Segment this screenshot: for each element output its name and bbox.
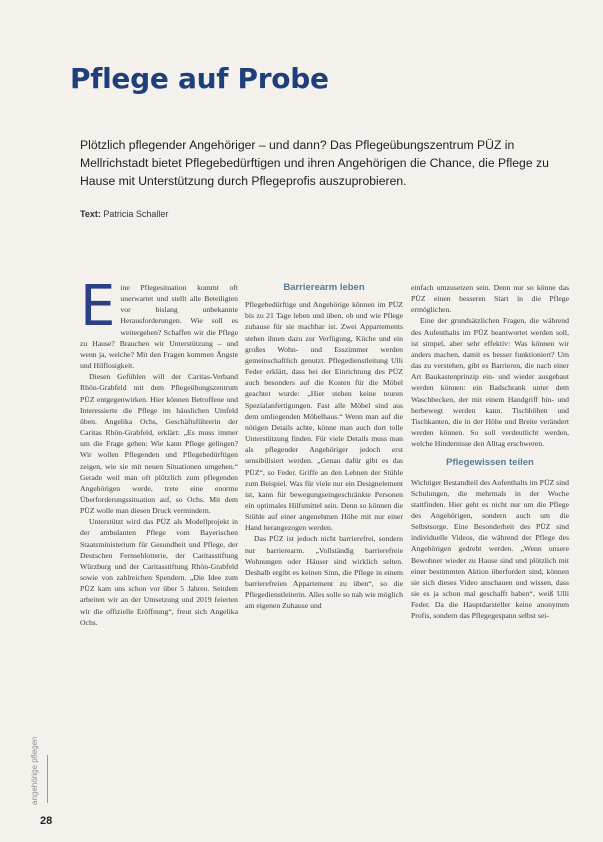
- page-divider: [47, 755, 48, 803]
- paragraph: [80, 274, 238, 371]
- paragraph: Pflegebedürftige und Angehörige können im PÜZ bis zu 21 Tage leben und üben, ob und wie Pflege zuhause für sie machbar ist. Zwei Appartements stehen ihnen dazu zur Verfügung, Küche und ein großes Wohn- und Esszimmer werden gemeinschaftlich genutzt. Pflegedienstleitung Ulli Feder erklärt, dass bei der Einrichtung des PÜZ auch besonders auf die Kosten für die Möbel geachtet wurde: „Hier stehen keine teuren Spezialanfertigungen. Fast alle Möbel sind aus dem umliegenden Möbelhaus.“ Wenn man auf die nötigen Details achte, könne man auch dort tolle Unterstützung finden. Für viele Details muss man als pflegender Angehöriger jedoch erst sensibilisiert werden. „Genau dafür gibt es das PÜZ“, so Feder. Griffe an den Lehnen der Stühle zum Beispiel. Was für viele nur ein Designelement ist, kann für bewegungseingeschränkte Personen ein optimales Hilfsmittel sein. Denn so können die Stühle auf einer angenehmen Höhe mit nur einer Hand herangezogen werden.: [245, 300, 403, 533]
- article-title: Pflege auf Probe: [70, 62, 329, 95]
- column-3: [411, 282, 569, 622]
- magazine-sidebar-label: angehörige pflegen: [30, 736, 39, 805]
- paragraph: einfach umzusetzen sein. Denn nur so könne das PÜZ einen besseren Start in die Pflege ermöglichen.: [411, 283, 569, 315]
- drop-cap: E: [80, 274, 116, 339]
- byline-label: Text:: [80, 209, 101, 219]
- section-heading-barrierearm: Barrierearm leben: [283, 282, 365, 293]
- byline: [80, 209, 168, 219]
- column-2: [245, 282, 403, 612]
- byline-author: Patricia Schaller: [103, 209, 169, 219]
- paragraph: Diesen Gefühlen will der Caritas-Verband Rhön-Grabfeld mit dem Pflegeübungszentrum PÜZ entgegenwirken. Hier können Betroffene und Interessierte die Pflege im häuslichen Umfeld üben. Angelika Ochs, Geschäftsführerin der Caritas Rhön-Grabfeld, erklärt: „Es muss immer um die Frage gehen: Wie kann Pflege gelingen? Wir wollen Pflegenden und Pflegebedürftigen zeigen, wie sie mit neuen Situationen umgehen.“ Gerade weil man oft plötzlich zum pflegenden Angehörigen werde, trete eine enorme Überforderungssituation auf, so Ochs. Mit dem PÜZ wolle man diesen Druck vermindern.: [80, 372, 238, 516]
- paragraph: Wichtiger Bestandteil des Aufenthalts im PÜZ sind Schulungen, die mehrmals in der Woche stattfinden. Hier geht es nicht nur um die Pflege des Angehörigen, sondern auch um die Selbstsorge. Eine Besonderheit des PÜZ sind individuelle Videos, die während der Pflege des Angehörigen gedreht werden. „Wenn unsere Bewohner wieder zu Hause sind und plötzlich mit einer bestimmten Aktion überfordert sind, können sie sich dieses Video anschauen und wissen, dass sie es ja schon mal geschafft haben“, weiß Ulli Feder. Da die Hauptdarsteller keine anonymen Profis, sondern das Pflegegespann selbst sei-: [411, 477, 569, 621]
- paragraph: Das PÜZ ist jedoch nicht barrierefrei, sondern nur barrierearm. „Vollständig barrierefreie Wohnungen oder Häuser sind wirklich selten. Deshalb ergibt es keinen Sinn, die Pflege in einem barrierefreien Appartement zu üben“, so die Pflegedienstleiterin. Alles solle so nah wie möglich am eigenen Zuhause und: [245, 534, 403, 611]
- page-number: 28: [40, 815, 53, 827]
- article-lead: Plötzlich pflegender Angehöriger – und dann? Das Pflegeübungszentrum PÜZ in Mellrichstadt bietet Pflegebedürftigen und ihren Angehörigen die Chance, die Pflege zu Hause mit Unterstützung durch Pflegeprofis auszuprobieren.: [80, 138, 549, 188]
- paragraph: Unterstützt wird das PÜZ als Modellprojekt in der ambulanten Pflege vom Bayerischen Staatsministerium für Gesundheit und Pflege, der Deutschen Fernsehlotterie, der Caritasstiftung Würzburg und der Caritasstiftung Rhön-Grabfeld sowie von zahlreichen Spendern. „Die Idee zum PÜZ kam uns schon vor über 5 Jahren. Seitdem arbeiten wir an der Umsetzung und 2019 feierten wir die offizielle Eröffnung“, freut sich Angelika Ochs.: [80, 517, 238, 627]
- paragraph-text: ine Pflegesituation kommt oft unerwartet und stellt alle Beteiligten vor bislang unbekannte Herausforderungen. Wie soll es weitergehen? Schaffen wir die Pflege zu Hause? Brauchen wir Unterstützung – und wenn ja, welche? Mit den Fragen kommen Ängste und Hilflosigkeit.: [80, 283, 238, 371]
- paragraph: Eine der grundsätzlichen Fragen, die während des Aufenthalts im PÜZ beantwortet werden soll, ist simpel, aber sehr effektiv: Was können wir anders machen, damit es besser funktioniert? Um das zu verstehen, gibt es Barrieren, die nach einer Art Baukastenprinzip ein- und wieder ausgebaut werden können: ein Badschrank unter dem Waschbecken, der mit einem Handgriff hin- und herbewegt werden kann. Tischhöhen und Tischkanten, die in der Höhe und Breite verändert werden können. So soll verdeutlicht werden, welche Hindernisse den Alltag erschweren.: [411, 316, 569, 449]
- column-1: [80, 274, 238, 628]
- section-heading-pflegewissen: Pflegewissen teilen: [446, 457, 534, 469]
